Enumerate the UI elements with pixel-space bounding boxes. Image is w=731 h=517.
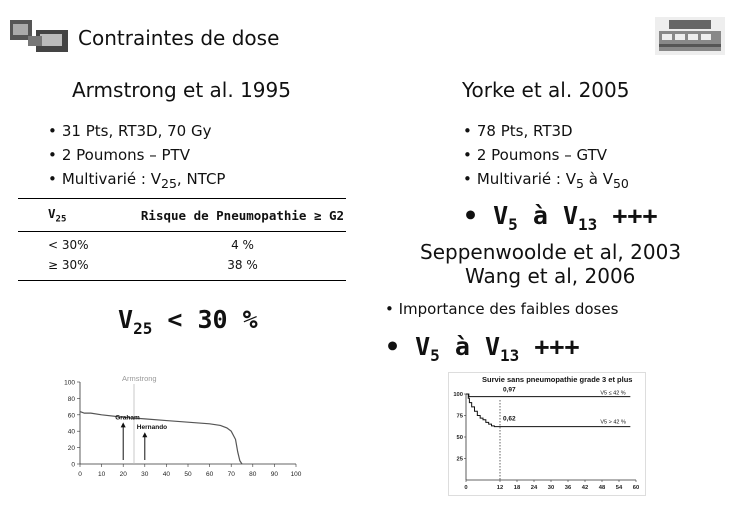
- y-tick-label: 20: [67, 445, 75, 453]
- left-conclusion: $V_{25} < 30$ %: [118, 305, 258, 338]
- marker-arrow-head: [121, 422, 126, 427]
- x-tick-label: 50: [184, 471, 192, 478]
- x-tick-label: 48: [598, 485, 606, 491]
- y-tick-label: 75: [456, 413, 463, 420]
- x-tick-label: 90: [270, 471, 279, 478]
- x-tick-label: 20: [119, 471, 127, 478]
- right-bullet-list: [463, 119, 629, 191]
- x-tick-label: 30: [141, 471, 149, 478]
- reference-2: Wang et al, 2006: [465, 264, 636, 288]
- y-tick-label: 50: [456, 435, 463, 442]
- x-tick-label: 30: [547, 485, 555, 491]
- logo-right: [655, 17, 725, 55]
- y-tick-label: 60: [67, 412, 75, 420]
- logo-left: [10, 14, 70, 54]
- list-item: • Multivarié : $V_{25}$, NTCP: [48, 167, 225, 191]
- x-tick-label: 0: [464, 485, 468, 491]
- y-tick-label: 0: [71, 461, 75, 469]
- series-label: V5 > 42 %: [600, 419, 626, 426]
- x-tick-label: 12: [496, 485, 504, 491]
- table-header-v: $V_{25}$: [18, 199, 139, 232]
- y-tick-label: 100: [453, 392, 463, 399]
- x-tick-label: 0: [78, 471, 82, 478]
- chart-title: Survie sans pneumopathie grade 3 et plus: [482, 375, 633, 384]
- x-tick-label: 10: [97, 471, 106, 478]
- x-tick-label: 60: [632, 485, 640, 491]
- slide-title: Contraintes de dose: [78, 26, 280, 50]
- armstrong-dvh-chart: [56, 368, 316, 483]
- left-bullet-list: [48, 119, 225, 191]
- list-item: • 31 Pts, RT3D, 70 Gy: [48, 119, 225, 143]
- x-tick-label: 80: [249, 471, 257, 478]
- chart-title: Armstrong: [122, 374, 157, 383]
- x-tick-label: 36: [564, 485, 572, 491]
- right-heading: Yorke et al. 2005: [462, 78, 630, 102]
- x-tick-label: 60: [205, 471, 214, 478]
- reference-1: Seppenwoolde et al, 2003: [420, 240, 682, 264]
- right-small-bullet: • Importance des faibles doses: [385, 300, 619, 318]
- x-tick-label: 42: [581, 485, 589, 491]
- annotation-label: 0,97: [503, 386, 516, 394]
- y-tick-label: 80: [67, 395, 75, 403]
- y-tick-label: 100: [64, 379, 75, 387]
- list-item: • 2 Poumons – PTV: [48, 143, 225, 167]
- x-tick-label: 18: [513, 485, 521, 491]
- table-row: < 30% 4 %: [48, 238, 254, 252]
- list-item: • 2 Poumons – GTV: [463, 143, 629, 167]
- table-row: ≥ 30% 38 %: [18, 255, 346, 281]
- survival-chart: [448, 372, 646, 496]
- x-tick-label: 24: [530, 485, 538, 491]
- list-item: • Multivarié : $V_5$ à $V_{50}$: [463, 167, 629, 191]
- right-big-statement-1: • $V_5$ à $V_{13}$ +++: [463, 201, 658, 234]
- series-label: V5 ≤ 42 %: [600, 390, 626, 397]
- marker-label: Hernando: [136, 424, 168, 432]
- x-tick-label: 100: [290, 471, 302, 478]
- list-item: • 78 Pts, RT3D: [463, 119, 629, 143]
- marker-label: Graham: [115, 414, 140, 422]
- right-big-statement-2: • $V_5$ à $V_{13}$ +++: [385, 332, 580, 365]
- y-tick-label: 25: [456, 456, 463, 463]
- x-tick-label: 54: [615, 485, 623, 491]
- left-heading: Armstrong et al. 1995: [72, 78, 291, 102]
- risk-table: [18, 198, 346, 281]
- x-tick-label: 70: [227, 471, 235, 478]
- x-tick-label: 40: [162, 471, 171, 478]
- table-header-risk: Risque de Pneumopathie ≥ G2: [139, 199, 346, 232]
- annotation-label: 0,62: [503, 415, 516, 423]
- series-line: [80, 412, 242, 464]
- y-tick-label: 40: [67, 428, 75, 436]
- marker-arrow-head: [142, 432, 147, 437]
